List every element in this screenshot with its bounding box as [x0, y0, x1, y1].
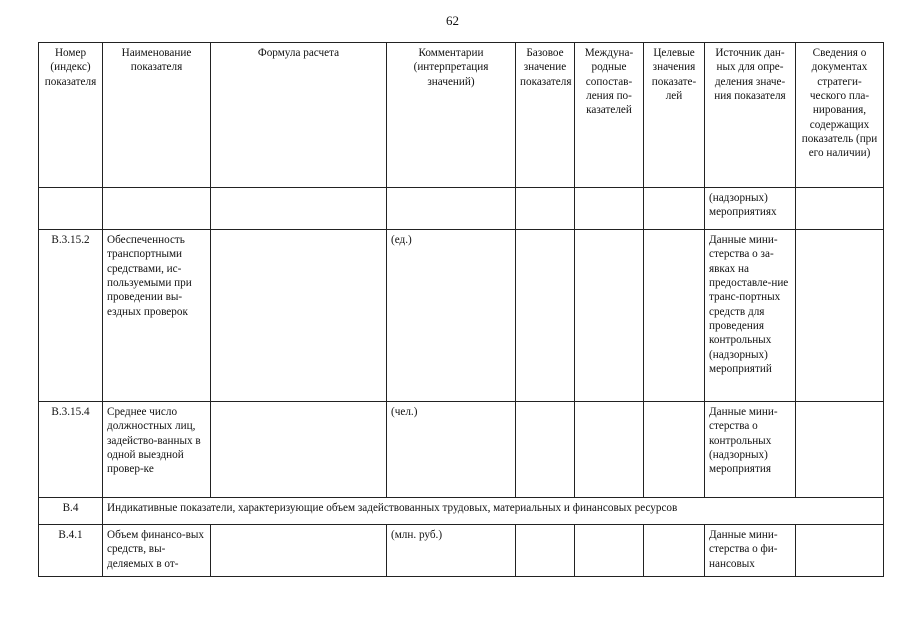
cell-source: Данные мини-стерства о контрольных (надзорных) мероприятия: [705, 402, 796, 498]
cell-docs: [796, 230, 884, 402]
cell-code: B.3.15.2: [39, 230, 103, 402]
section-title: Индикативные показатели, характеризующие объем задействованных трудовых, материальных и финансовых ресурсов: [103, 498, 884, 525]
page-number: 62: [446, 13, 459, 28]
header-cell-source: Источник дан-ных для опре-деления значе-ния показателя: [705, 43, 796, 188]
cell-intl: [575, 525, 644, 577]
section-row: [39, 498, 884, 525]
table-row: [39, 402, 884, 498]
cell-formula: [211, 525, 387, 577]
cell-intl: [575, 402, 644, 498]
cell-source: Данные мини-стерства о за-явках на предоставле-ние транс-портных средств для проведения контрольных (надзорных) мероприятий: [705, 230, 796, 402]
cell-comment: (ед.): [387, 230, 516, 402]
cell-docs: [796, 188, 884, 230]
cell-name: [103, 188, 211, 230]
cell-comment: (чел.): [387, 402, 516, 498]
cell-comment: [387, 188, 516, 230]
cell-intl: [575, 230, 644, 402]
header-cell-comment: Комментарии (интерпретация значений): [387, 43, 516, 188]
header-cell-formula: Формула расчета: [211, 43, 387, 188]
header-cell-intl: Междуна-родные сопостав-ления по-казателей: [575, 43, 644, 188]
cell-base: [516, 525, 575, 577]
cell-source: (надзорных) мероприятиях: [705, 188, 796, 230]
cell-source: Данные мини-стерства о фи-нансовых: [705, 525, 796, 577]
header-cell-target: Целевые значения показате-лей: [644, 43, 705, 188]
header-cell-docs: Сведения о документах стратеги-ческого пла-нирования, содержащих показатель (при его наличии): [796, 43, 884, 188]
cell-formula: [211, 188, 387, 230]
header-cell-index: Номер (индекс) показателя: [39, 43, 103, 188]
cell-target: [644, 402, 705, 498]
cell-code: [39, 188, 103, 230]
header-cell-name: Наименование показателя: [103, 43, 211, 188]
cell-target: [644, 525, 705, 577]
table-row: [39, 188, 884, 230]
cell-base: [516, 230, 575, 402]
cell-code: B.3.15.4: [39, 402, 103, 498]
header-cell-base: Базовое значение показателя: [516, 43, 575, 188]
indicators-table: [38, 42, 884, 577]
cell-name: Среднее число должностных лиц, задейство-ванных в одной выездной провер-ке: [103, 402, 211, 498]
cell-formula: [211, 402, 387, 498]
table-header-row: [39, 43, 884, 188]
table-row: [39, 525, 884, 577]
cell-code: B.4.1: [39, 525, 103, 577]
cell-name: Обеспеченность транспортными средствами, ис-пользуемыми при проведении вы-ездных проверок: [103, 230, 211, 402]
cell-target: [644, 230, 705, 402]
cell-comment: (млн. руб.): [387, 525, 516, 577]
cell-base: [516, 188, 575, 230]
cell-docs: [796, 402, 884, 498]
cell-intl: [575, 188, 644, 230]
cell-base: [516, 402, 575, 498]
cell-formula: [211, 230, 387, 402]
section-code: B.4: [39, 498, 103, 525]
cell-name: Объем финансо-вых средств, вы-деляемых в от-: [103, 525, 211, 577]
cell-target: [644, 188, 705, 230]
table-row: [39, 230, 884, 402]
cell-docs: [796, 525, 884, 577]
